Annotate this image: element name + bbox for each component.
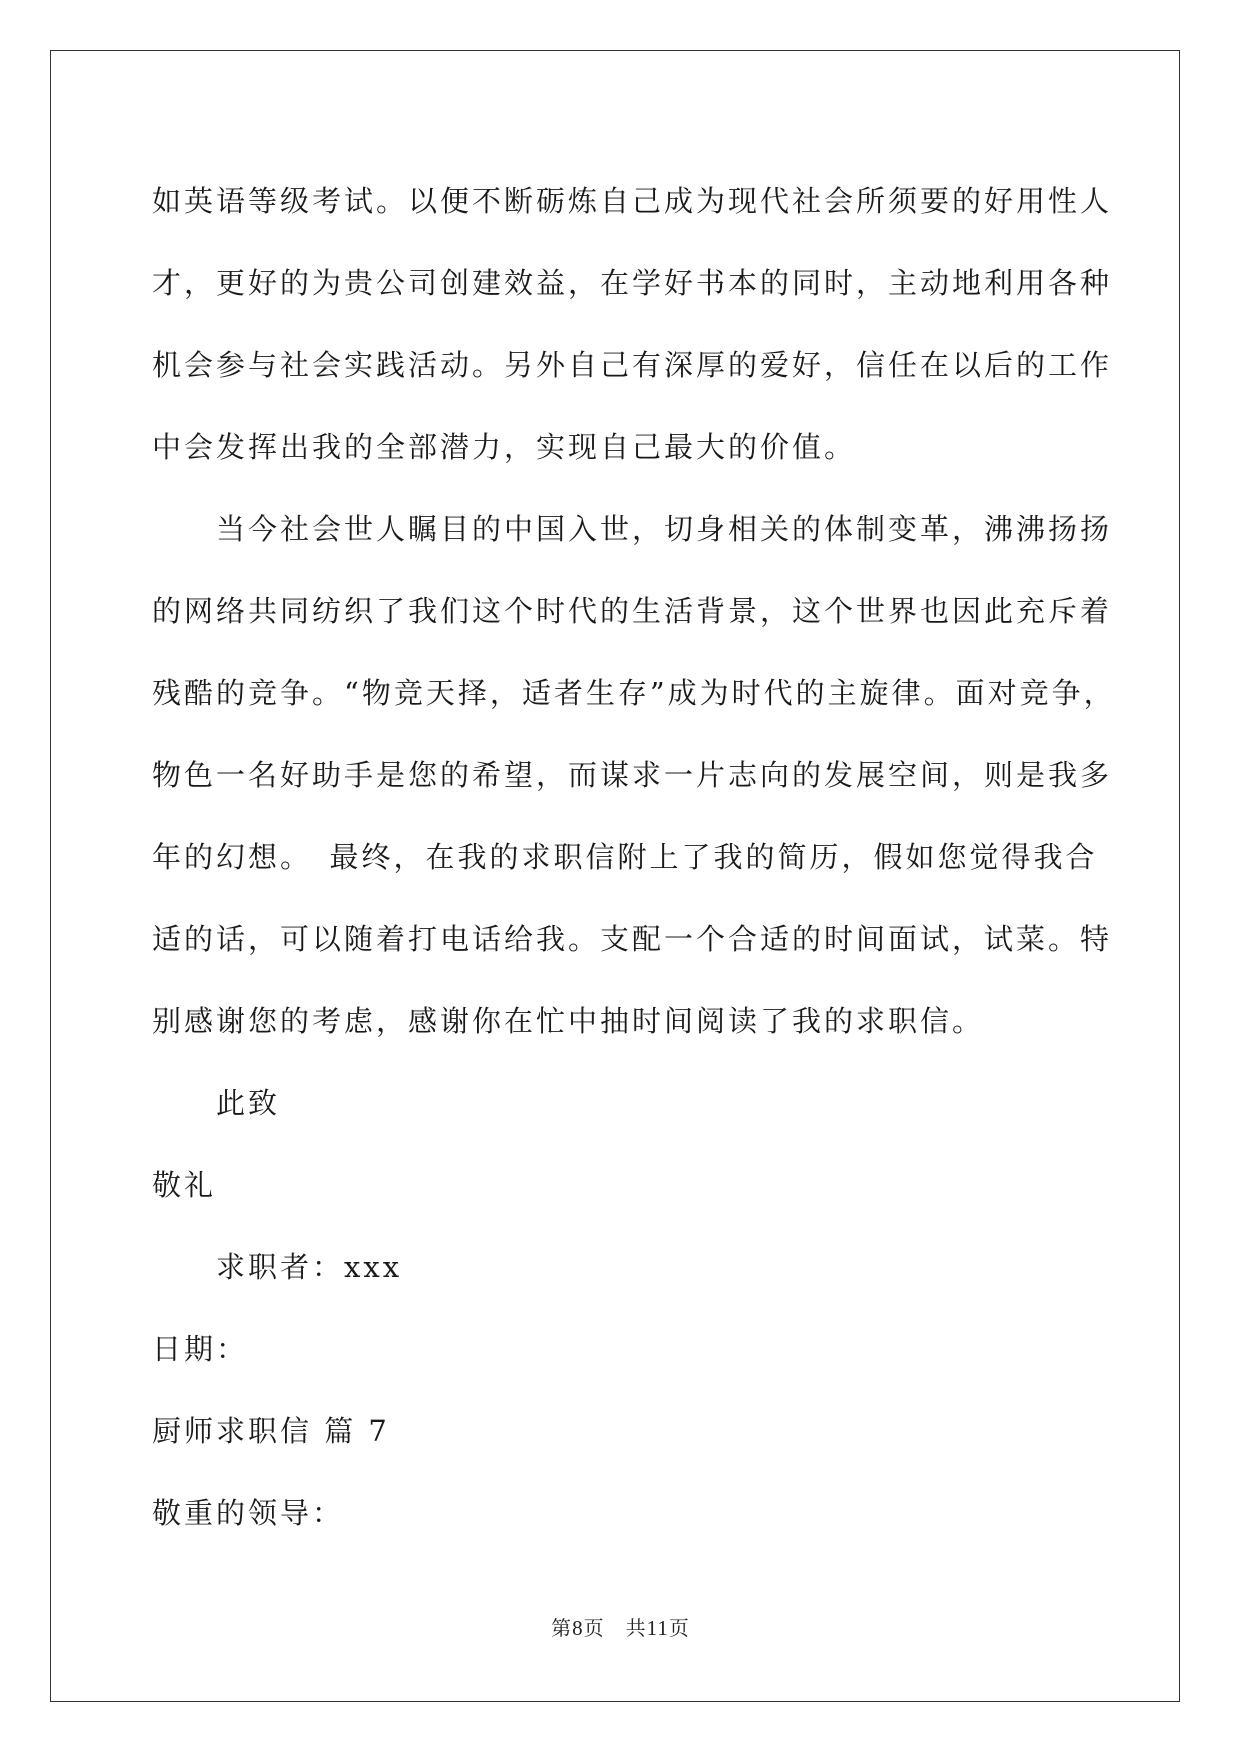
text-line: 别感谢您的考虑，感谢你在忙中抽时间阅读了我的求职信。 xyxy=(152,1004,985,1038)
page-prefix: 第 xyxy=(551,1616,573,1640)
text-line: 如英语等级考试。以便不断砺炼自己成为现代社会所须要的好用性人 xyxy=(152,184,1113,218)
page-footer xyxy=(0,1612,1241,1641)
text-line: 当今社会世人瞩目的中国入世，切身相关的体制变革，沸沸扬扬 xyxy=(216,512,1113,546)
signature-line: 求职者：xxx xyxy=(216,1250,403,1284)
date-line: 日期： xyxy=(152,1332,249,1366)
text-line: 中会发挥出我的全部潜力，实现自己最大的价值。 xyxy=(152,430,857,464)
text-line: 机会参与社会实践活动。另外自己有深厚的爱好，信任在以后的工作 xyxy=(152,348,1113,382)
closing-salutation: 此致 xyxy=(216,1086,281,1120)
text-line: 物色一名好助手是您的希望，而谋求一片志向的发展空间，则是我多 xyxy=(152,758,1113,792)
text-line: 的网络共同纺织了我们这个时代的生活背景，这个世界也因此充斥着 xyxy=(152,594,1113,628)
page-suffix: 页 xyxy=(668,1616,690,1640)
page-current: 8 xyxy=(572,1616,584,1640)
closing-regards: 敬礼 xyxy=(152,1168,217,1202)
greeting-line: 敬重的领导： xyxy=(152,1496,345,1530)
section-heading: 厨师求职信 篇 7 xyxy=(152,1414,390,1448)
page-total: 11 xyxy=(646,1616,669,1640)
document-body xyxy=(152,160,1116,1554)
page-mid: 页 共 xyxy=(583,1616,647,1640)
text-line: 适的话，可以随着打电话给我。支配一个合适的时间面试，试菜。特 xyxy=(152,922,1113,956)
text-line: 年的幻想。 最终，在我的求职信附上了我的简历，假如您觉得我合 xyxy=(152,840,1098,874)
text-line: 残酷的竞争。“物竞天择，适者生存”成为时代的主旋律。面对竞争， xyxy=(152,676,1116,710)
text-line: 才，更好的为贵公司创建效益，在学好书本的同时，主动地利用各种 xyxy=(152,266,1113,300)
